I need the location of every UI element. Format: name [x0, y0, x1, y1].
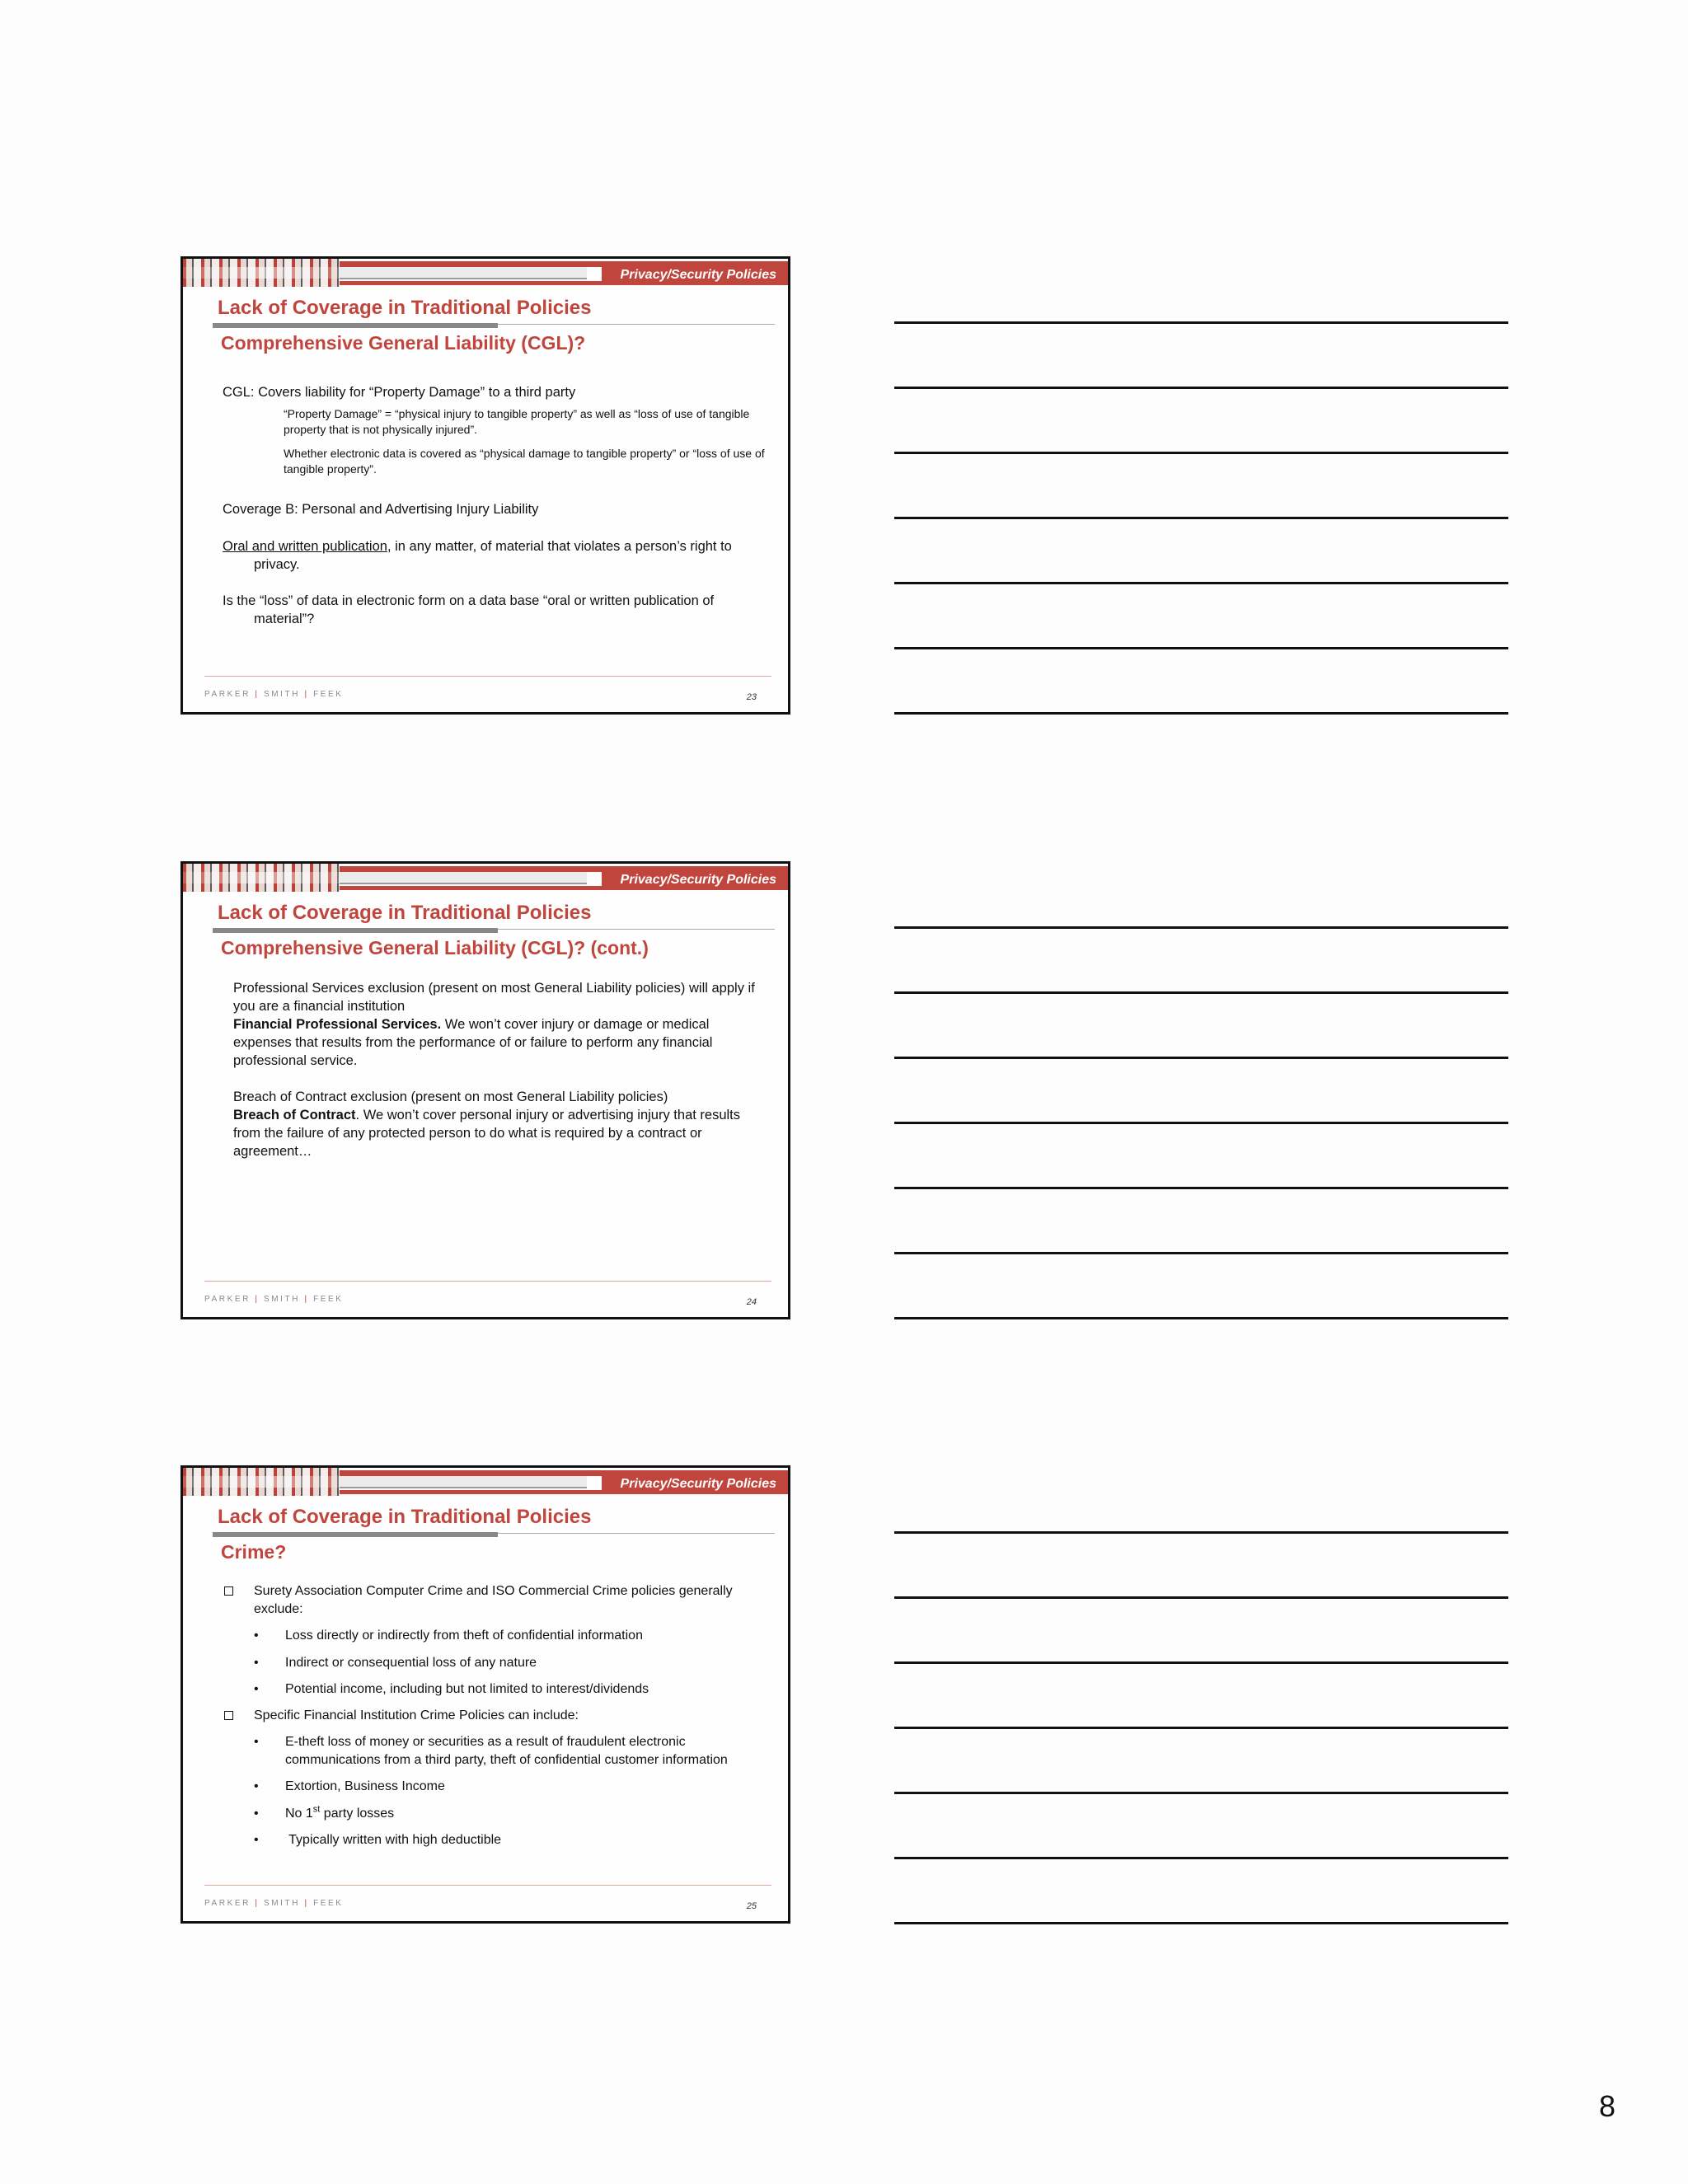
note-line [894, 712, 1508, 715]
note-line [894, 1727, 1508, 1729]
banner-tag: Privacy/Security Policies [602, 1474, 788, 1494]
note-line [894, 582, 1508, 584]
list-item: • E-theft loss of money or securities as a result of fraudulent electronic communications from a third party, theft of confidential customer information [223, 1733, 750, 1769]
list-item: • Typically written with high deductible [223, 1831, 750, 1849]
sub-paragraph: “Property Damage” = “physical injury to tangible property” as well as “loss of use of tangible property that is not physically injured”. [284, 407, 750, 436]
slide-body [233, 979, 761, 1160]
notes-lines [894, 1531, 1508, 1987]
slide-title: Lack of Coverage in Traditional Policies [218, 1506, 592, 1528]
underlined-text: Oral and written publication [223, 539, 387, 554]
list-item: • Loss directly or indirectly from theft of confidential information [223, 1627, 750, 1645]
slide-header-banner [183, 864, 788, 892]
note-line [894, 1057, 1508, 1059]
list-item: • Potential income, including but not limited to interest/dividends [223, 1680, 750, 1699]
note-line [894, 452, 1508, 454]
sub-paragraph: Whether electronic data is covered as “physical damage to tangible property” or “loss of use of tangible property”. [284, 447, 765, 476]
bold-text: Breach of Contract [233, 1108, 356, 1122]
note-line [894, 1792, 1508, 1794]
notes-lines [894, 321, 1508, 777]
paragraph: Financial Professional Services. We won’t cover injury or damage or medical expenses that results from the performance of or failure to perform any financial professional service. [233, 1017, 713, 1068]
paragraph: Breach of Contract. We won’t cover personal injury or advertising injury that results from the failure of any protected person to do what is required by a contract or agreement… [233, 1108, 741, 1159]
note-line [894, 1531, 1508, 1534]
list-item: • Extortion, Business Income [223, 1778, 750, 1796]
note-line [894, 1857, 1508, 1859]
slide-subtitle: Comprehensive General Liability (CGL)? (cont.) [221, 937, 649, 958]
note-line [894, 1661, 1508, 1664]
notes-lines [894, 926, 1508, 1382]
sub-bullet-list [223, 1627, 750, 1699]
list-item: • Indirect or consequential loss of any nature [223, 1654, 750, 1672]
slide-subtitle: Crime? [221, 1541, 287, 1563]
paragraph: Oral and written publication, in any matter, of material that violates a person’s right to privacy. [223, 539, 732, 572]
note-line [894, 1252, 1508, 1254]
slide-25 [181, 1465, 790, 1924]
paragraph: Professional Services exclusion (present on most General Liability policies) will apply if you are a financial institution [233, 981, 755, 1014]
note-line [894, 517, 1508, 519]
slide-header-banner [183, 1468, 788, 1496]
paragraph: CGL: Covers liability for “Property Damage” to a third party [223, 385, 576, 400]
slide-subtitle: Comprehensive General Liability (CGL)? [221, 332, 586, 354]
footer-brand: PARKER | SMITH | FEEK [204, 690, 344, 699]
note-line [894, 1122, 1508, 1124]
paragraph: Coverage B: Personal and Advertising Injury Liability [223, 502, 539, 517]
note-line [894, 1922, 1508, 1924]
sub-bullet-list [223, 1733, 750, 1849]
bold-text: Financial Professional Services. [233, 1017, 442, 1032]
slide-body [223, 1577, 750, 1849]
note-line [894, 1187, 1508, 1189]
banner-tag: Privacy/Security Policies [602, 265, 788, 285]
note-line [894, 926, 1508, 929]
slide-title: Lack of Coverage in Traditional Policies [218, 297, 592, 319]
footer-brand: PARKER | SMITH | FEEK [204, 1295, 344, 1304]
paragraph: Breach of Contract exclusion (present on most General Liability policies) [233, 1090, 668, 1104]
list-item: Specific Financial Institution Crime Policies can include: • E-theft loss of money or securities as a result of fraudulent electronic communications from a third party, theft of confidential customer information • Extortion, Business Income • No 1st party losses • Typically written with high deductible [223, 1707, 750, 1849]
list-item: Surety Association Computer Crime and ISO Commercial Crime policies generally exclude: • Loss directly or indirectly from theft of confidential information • Indirect or consequential loss of any nature • Potential income, including but not limited to interest/dividends [223, 1582, 750, 1699]
slide-title: Lack of Coverage in Traditional Policies [218, 902, 592, 924]
note-line [894, 647, 1508, 649]
note-line [894, 321, 1508, 324]
bullet-list [223, 1582, 750, 1849]
slide-body [223, 383, 767, 628]
slide-24 [181, 861, 790, 1319]
slide-23 [181, 256, 790, 715]
banner-tag: Privacy/Security Policies [602, 870, 788, 890]
note-line [894, 1317, 1508, 1319]
page-number: 24 [746, 1297, 757, 1307]
footer-brand: PARKER | SMITH | FEEK [204, 1899, 344, 1908]
page-number: 23 [746, 692, 757, 702]
page-number: 25 [746, 1901, 757, 1911]
note-line [894, 387, 1508, 389]
note-line [894, 1596, 1508, 1599]
slide-header-banner [183, 259, 788, 287]
list-item: • No 1st party losses [223, 1805, 750, 1823]
paragraph: Is the “loss” of data in electronic form on a data base “oral or written publication of material”? [223, 593, 715, 626]
note-line [894, 991, 1508, 994]
sheet-page-number: 8 [1599, 2089, 1616, 2123]
